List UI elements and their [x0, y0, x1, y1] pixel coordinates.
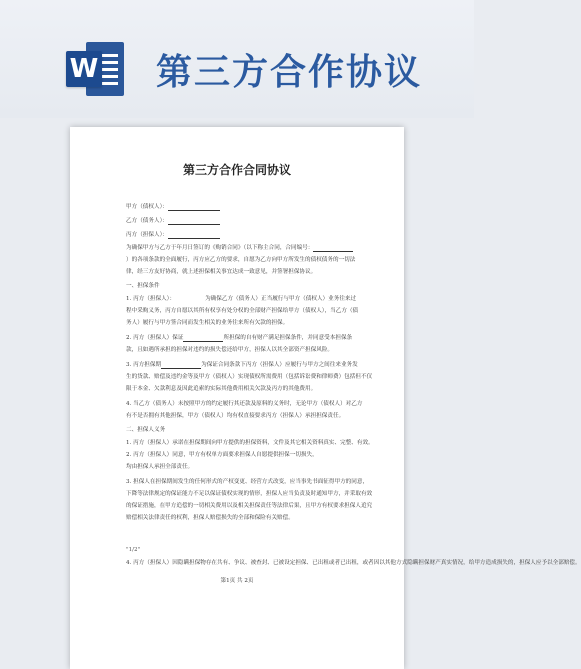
clause-2-line-1: 2. 丙方（担保人）保证 所担保的自有财产满足担保条件，并同意受本担保条 [126, 335, 353, 341]
document-page [70, 127, 581, 669]
party-c-line: 丙方（担保人）： [126, 232, 362, 239]
duty-1-line-1: 1. 丙方（担保人）承诺在担保期间向甲方提供的担保资料，文件及其它相关资料真实、完整、有效。 [126, 440, 374, 446]
duty-1-line-3: 均由担保人承担全部责任。 [126, 464, 194, 470]
clause-3-line-3: 限于本金、欠款利息及因此追索的实际其他费用相关欠款及丙方的其他费用。 [126, 386, 317, 392]
duty-3-line-1: 4. 丙方（担保人）因隐瞒担保物存在共有、争议、被查封、已被设定担保、已出租或者已出租，或者因以其他方式隐瞒担保财产真实情况，给甲方造成损失的，担保人应予以全部赔偿。 [126, 560, 581, 566]
banner-title: 第三方合作协议 [156, 52, 423, 93]
clause-1-line-3: 务人）履行与甲方签合同而发生相关的业务往来所有欠款的担保。 [126, 320, 289, 326]
duty-2-line-4: 赔偿相关法律责任的权利，担保人赔偿损失的全部和保险有关赔偿。 [126, 515, 294, 521]
intro-line-3: 律，经三方友好协商，就上述担保相关事宜达成一致意见，并签署担保协议。 [126, 269, 317, 275]
banner [0, 0, 474, 118]
intro-line-2: ）的各项条款的全面履行，丙方应乙方的要求，自愿为乙方向甲方所发生的债权债务的一切法 [126, 257, 356, 263]
duty-1-line-2: 2. 丙方（担保人）同意，甲方有权单方面要求担保人自愿提供担保一切损失， [126, 452, 318, 458]
clause-3-line-1: 3. 丙方担保期 为保证合同条款下丙方（担保人）应履行与甲方之间往来业务发 [126, 362, 358, 368]
clause-4-line-1: 4. 当乙方（债务人）未按照甲方的约定履行其还款及原料的义务时，无论甲方（债权人）对乙方 [126, 401, 363, 407]
document-title: 第三方合作合同协议 [182, 163, 291, 177]
clause-1-line-1: 1. 丙方（担保人）： 为确保乙方（债务人）正当履行与甲方（债权人）业务往来过 [126, 296, 357, 302]
word-document-icon [66, 42, 126, 96]
party-b-line: 乙方（债务人）： [126, 218, 362, 225]
page-footer: 第1页 共 2页 [220, 578, 254, 584]
clause-2-line-2: 款，且如遇所承担的担保对违约的损失偿还给甲方，担保人以其全部资产担保风险。 [126, 347, 333, 353]
duty-2-line-1: 3. 担保人在担保期间发生的任何形式的产权变更、经营方式改变，应当事先书面征得甲方的同意， [126, 479, 369, 485]
party-a-line: 甲方（债权人）： [126, 204, 362, 211]
clause-4-line-2: 有不是否拥有其他担保，甲方（债权人）均有权直接要求丙方（担保人）承担担保责任。 [126, 413, 345, 419]
intro-line-1: 为确保甲方与乙方于年月日签订的《购销合同》（以下称主合同，合同编号： [126, 245, 362, 252]
word-icon-letter: W [66, 51, 102, 87]
section-heading-2: 二、担保人义务 [126, 427, 166, 433]
clause-3-line-2: 生的货款、赔偿及违约金等及甲方（债权人）实现债权所需费用（包括诉讼费和律师费）包括但不仅 [126, 374, 373, 380]
clause-1-line-2: 程中采购义务，丙方自愿以其所有权享有处分权的全部财产担保给甲方（债权人），当乙方（债 [126, 308, 359, 314]
duty-2-line-2: 下降等法律规定的保证能力不足以保证债权实现的情形，担保人应当负责及时通知甲方，并采取有效 [126, 491, 373, 497]
page-marker: "1/2" [126, 547, 141, 553]
section-heading-1: 一、担保条件 [126, 283, 160, 289]
duty-2-line-3: 的保证措施，在甲方追偿的一切相关费用以及相关担保责任等法律后果，且甲方有权要求担保人追究 [126, 503, 373, 509]
